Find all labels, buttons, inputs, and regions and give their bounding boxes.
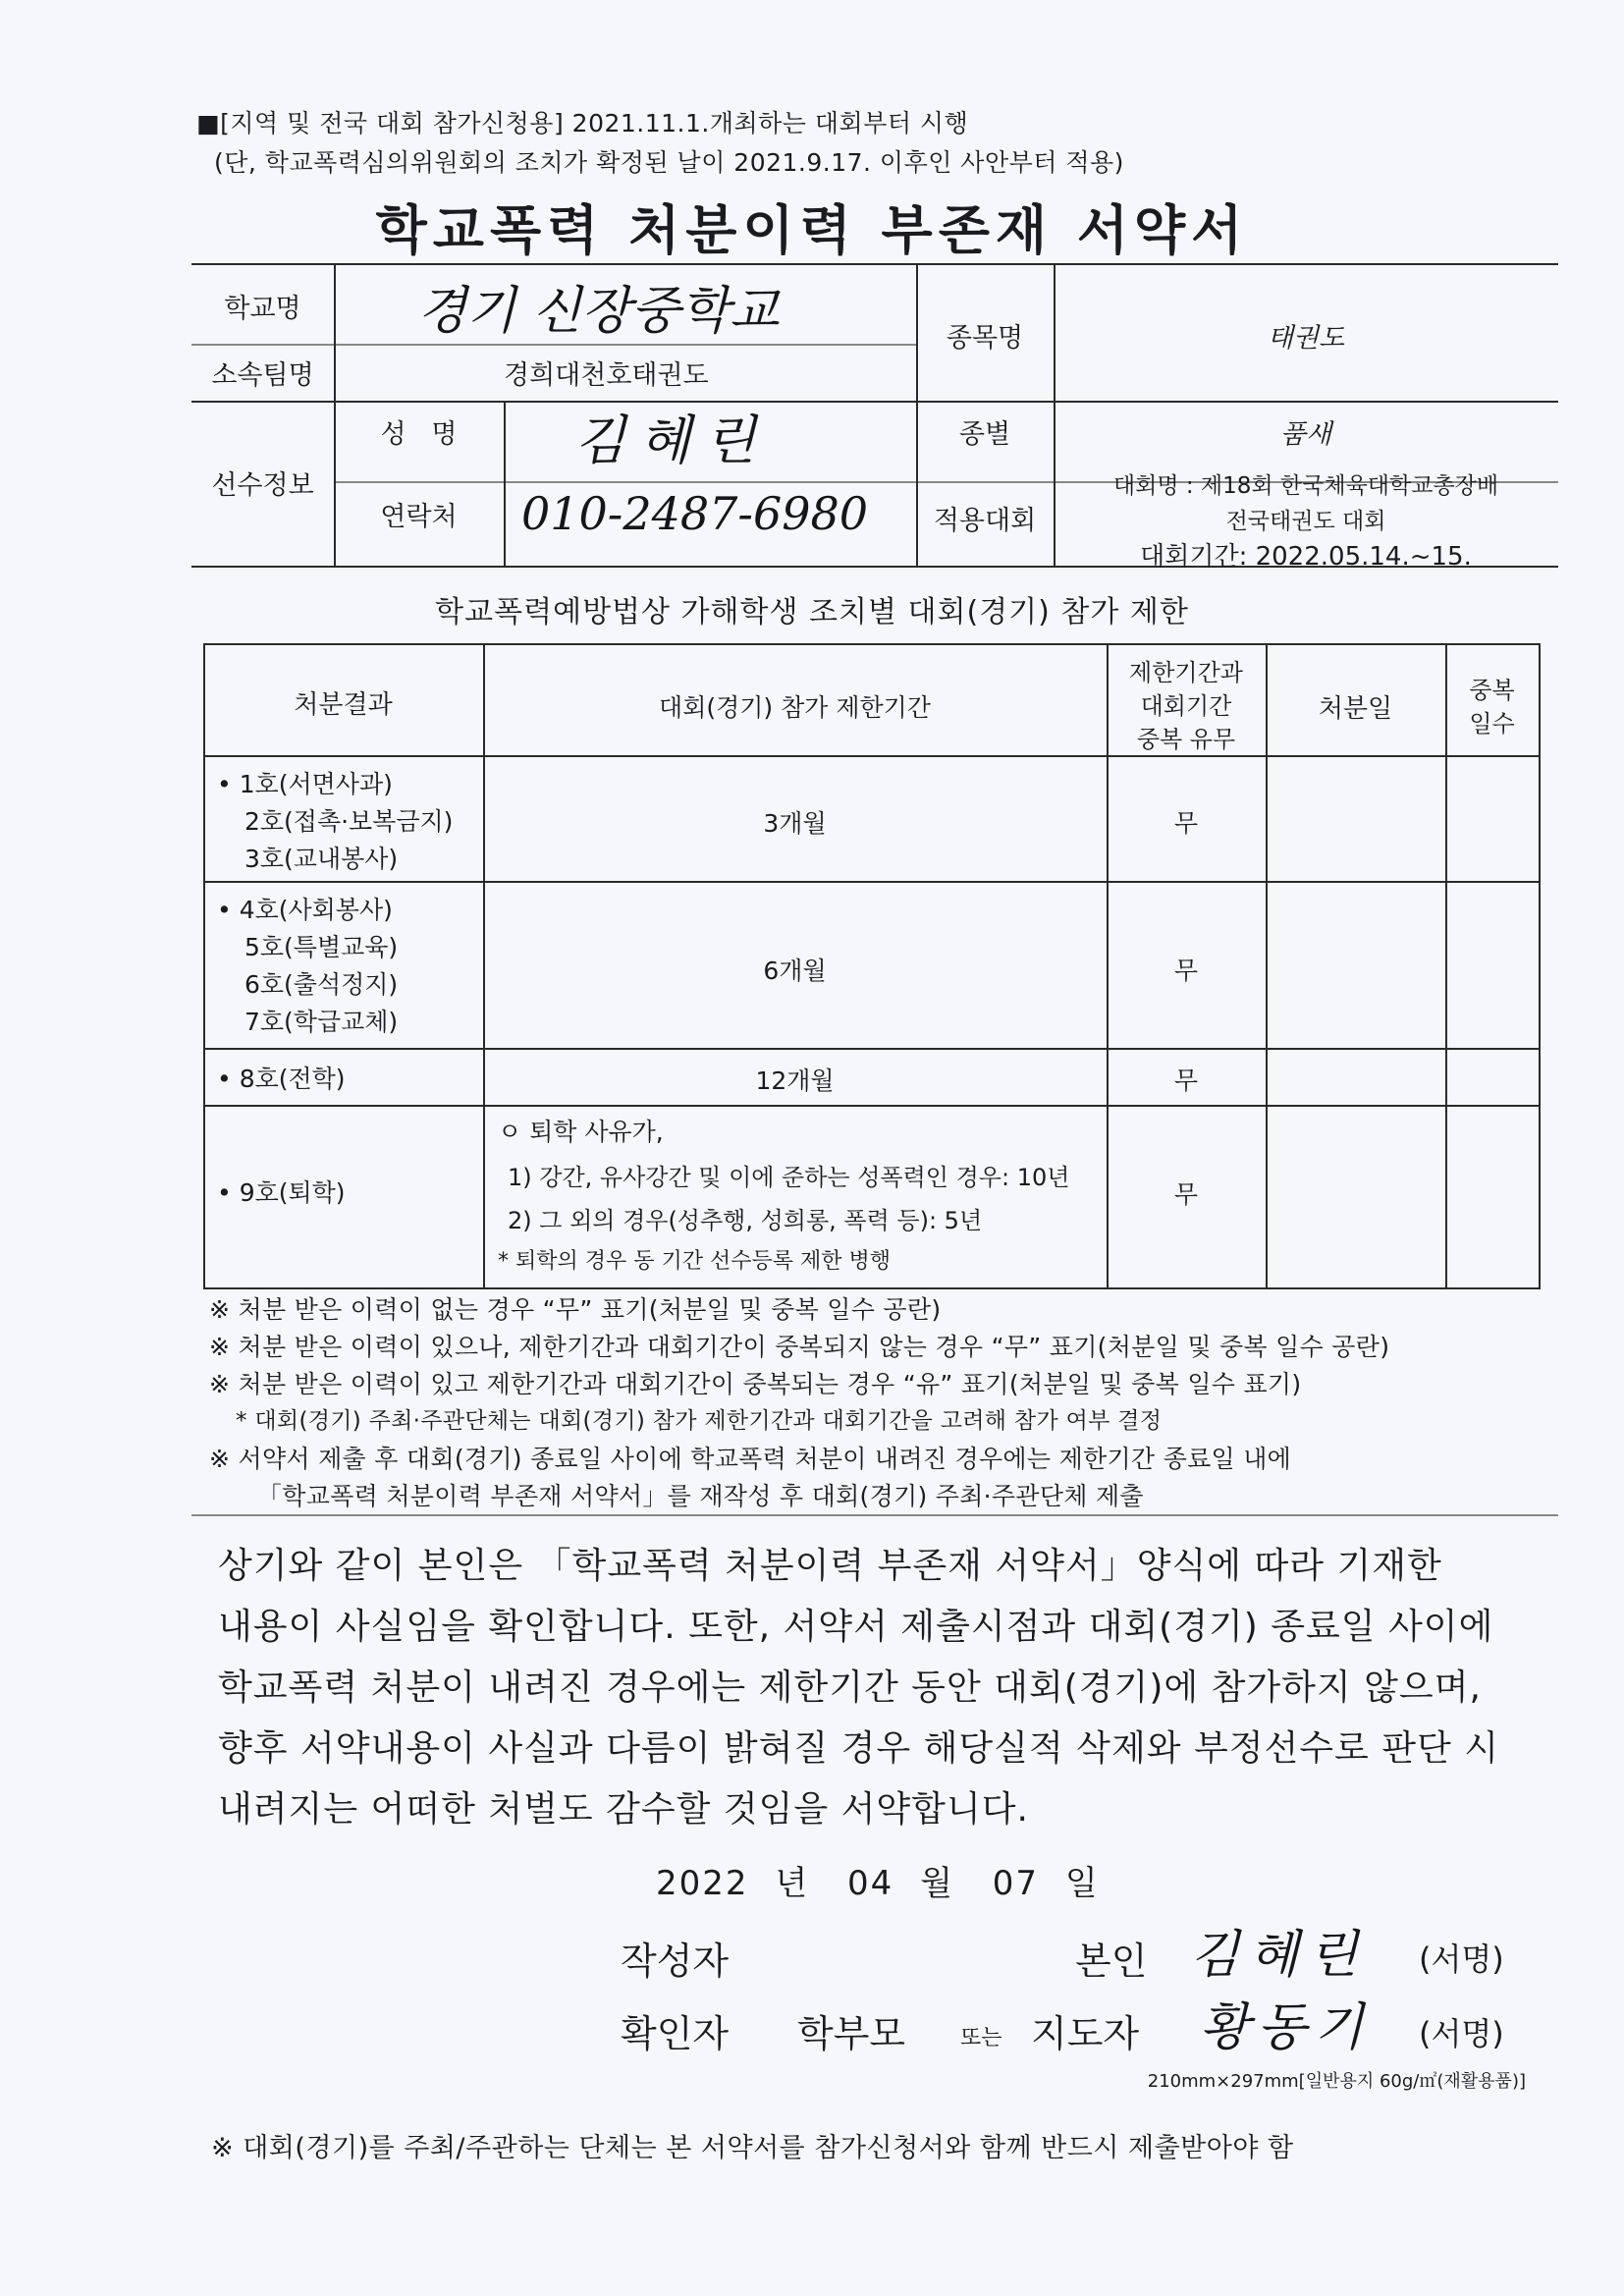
note-3: ※ 처분 받은 이력이 있고 제한기간과 대회기간이 중복되는 경우 “유” 표기(처분일 및 중복 일수 표기)	[209, 1370, 1302, 1398]
event-period: 대회기간: 2022.05.14.~15.	[1140, 542, 1472, 572]
header-period: 대회(경기) 참가 제한기간	[659, 693, 931, 722]
player-info-label: 선수정보	[211, 470, 314, 501]
row3-overlap: 무	[1173, 1066, 1199, 1095]
row4-period-2: 1) 강간, 유사강간 및 이에 준하는 성폭력인 경우: 10년	[508, 1164, 1070, 1191]
header-overlap-1: 제한기간과	[1129, 659, 1243, 686]
date-month: 04	[847, 1864, 894, 1903]
pledge-line-4: 향후 서약내용이 사실과 다름이 밝혀질 경우 해당실적 삭제와 부정선수로 판단 시	[218, 1728, 1500, 1769]
row1-item-3: 3호(교내봉사)	[244, 845, 399, 873]
pledge-date	[656, 1856, 1100, 1904]
name-label: 성 명	[380, 419, 458, 450]
coach-label: 지도자	[1031, 2012, 1140, 2055]
row4-overlap: 무	[1173, 1180, 1199, 1209]
date-year: 2022	[656, 1864, 749, 1903]
event-label: 적용대회	[933, 506, 1037, 536]
header-overlap-2: 대회기간	[1140, 692, 1232, 720]
header-date: 처분일	[1318, 694, 1393, 724]
coach-signature-name: 황동기	[1200, 1998, 1372, 2057]
pledge-line-3: 학교폭력 처분이 내려진 경우에는 제한기간 동안 대회(경기)에 참가하지 않으며,	[218, 1667, 1482, 1708]
header-days-1: 중복	[1469, 677, 1515, 704]
note-4: * 대회(경기) 주최·주관단체는 대회(경기) 참가 제한기간과 대회기간을 고려해 참가 여부 결정	[236, 1408, 1163, 1434]
restriction-table	[203, 643, 1541, 1289]
notice-line-1: ■[지역 및 전국 대회 참가신청용] 2021.11.1.개최하는 대회부터 시행	[196, 109, 969, 137]
pledge-line-5: 내려지는 어떠한 처벌도 감수할 것임을 서약합니다.	[218, 1789, 1029, 1830]
row2-item-4: 7호(학급교체)	[244, 1008, 399, 1036]
row4-period-1: ㅇ 퇴학 사유가,	[498, 1118, 664, 1146]
row4-item-1: • 9호(퇴학)	[217, 1178, 346, 1207]
note-6: 「학교폭력 처분이력 부존재 서약서」를 재작성 후 대회(경기) 주최·주관단체 제출	[257, 1482, 1144, 1510]
self-label: 본인	[1075, 1940, 1148, 1983]
date-day-unit: 일	[1064, 1864, 1100, 1903]
row4-period-4: * 퇴학의 경우 동 기간 선수등록 제한 병행	[498, 1249, 891, 1274]
self-seal: (서명)	[1419, 1941, 1504, 1978]
school-label: 학교명	[224, 294, 301, 324]
row1-overlap: 무	[1173, 809, 1199, 838]
row2-overlap: 무	[1173, 957, 1199, 985]
row2-item-1: • 4호(사회봉사)	[217, 896, 393, 924]
notice-line-2: (단, 학교폭력심의위원회의 조치가 확정된 날이 2021.9.17. 이후인 사안부터 적용)	[214, 148, 1124, 177]
school-value: 경기 신장중학교	[417, 282, 780, 341]
footer-note: ※ 대회(경기)를 주최/주관하는 단체는 본 서약서를 참가신청서와 함께 반드시 제출받아야 함	[211, 2133, 1294, 2163]
note-2: ※ 처분 받은 이력이 있으나, 제한기간과 대회기간이 중복되지 않는 경우 “무” 표기(처분일 및 중복 일수 공란)	[209, 1333, 1390, 1361]
row2-item-2: 5호(특별교육)	[244, 933, 399, 961]
writer-label: 작성자	[621, 1940, 730, 1983]
document-title: 학교폭력 처분이력 부존재 서약서	[375, 199, 1249, 261]
sport-label: 종목명	[946, 323, 1024, 354]
category-label: 종별	[958, 419, 1011, 450]
row1-item-1: • 1호(서면사과)	[217, 770, 393, 798]
pledge-line-1: 상기와 같이 본인은 「학교폭력 처분이력 부존재 서약서」양식에 따라 기재한	[218, 1546, 1442, 1586]
contact-label: 연락처	[380, 502, 458, 532]
pledge-paragraph	[218, 1536, 1524, 1840]
player-info-table	[191, 263, 1558, 572]
or-label: 또는	[960, 2026, 1002, 2050]
pledge-line-2: 내용이 사실임을 확인합니다. 또한, 서약서 제출시점과 대회(경기) 종료일 사이에	[218, 1607, 1494, 1647]
row2-period: 6개월	[763, 957, 827, 985]
date-year-unit: 년	[775, 1864, 810, 1903]
confirmer-label: 확인자	[621, 2012, 730, 2055]
self-signature-name: 김혜린	[1190, 1926, 1368, 1985]
row3-item-1: • 8호(전학)	[217, 1065, 346, 1093]
restriction-title: 학교폭력예방법상 가해학생 조치별 대회(경기) 참가 제한	[435, 595, 1189, 629]
event-name-line1: 대회명 : 제18회 한국체육대학교총장배	[1112, 473, 1499, 499]
name-value: 김혜린	[574, 410, 770, 471]
coach-seal: (서명)	[1419, 2015, 1504, 2052]
header-overlap-3: 중복 유무	[1136, 726, 1236, 753]
row4-period-3: 2) 그 외의 경우(성추행, 성희롱, 폭력 등): 5년	[508, 1207, 983, 1234]
row1-period: 3개월	[763, 809, 827, 838]
event-name-line2: 전국태권도 대회	[1225, 509, 1386, 534]
parent-label: 학부모	[797, 2012, 906, 2055]
date-day: 07	[992, 1864, 1040, 1903]
sport-value: 태권도	[1267, 323, 1345, 354]
row3-period: 12개월	[755, 1066, 835, 1095]
header-result: 처분결과	[294, 690, 393, 720]
note-1: ※ 처분 받은 이력이 없는 경우 “무” 표기(처분일 및 중복 일수 공란)	[209, 1295, 942, 1324]
paper-spec: 210mm×297mm[일반용지 60g/㎡(재활용품)]	[1147, 2071, 1526, 2092]
note-5: ※ 서약서 제출 후 대회(경기) 종료일 사이에 학교폭력 처분이 내려진 경우에는 제한기간 종료일 내에	[209, 1445, 1292, 1473]
team-value: 경희대천호태권도	[504, 360, 709, 391]
contact-value: 010-2487-6980	[521, 487, 869, 540]
row1-item-2: 2호(접촉·보복금지)	[244, 807, 454, 836]
row2-item-3: 6호(출석정지)	[244, 970, 399, 999]
header-days-2: 일수	[1469, 710, 1515, 738]
date-month-unit: 월	[920, 1864, 954, 1903]
category-value: 품새	[1279, 419, 1332, 450]
team-label: 소속팀명	[211, 360, 314, 391]
